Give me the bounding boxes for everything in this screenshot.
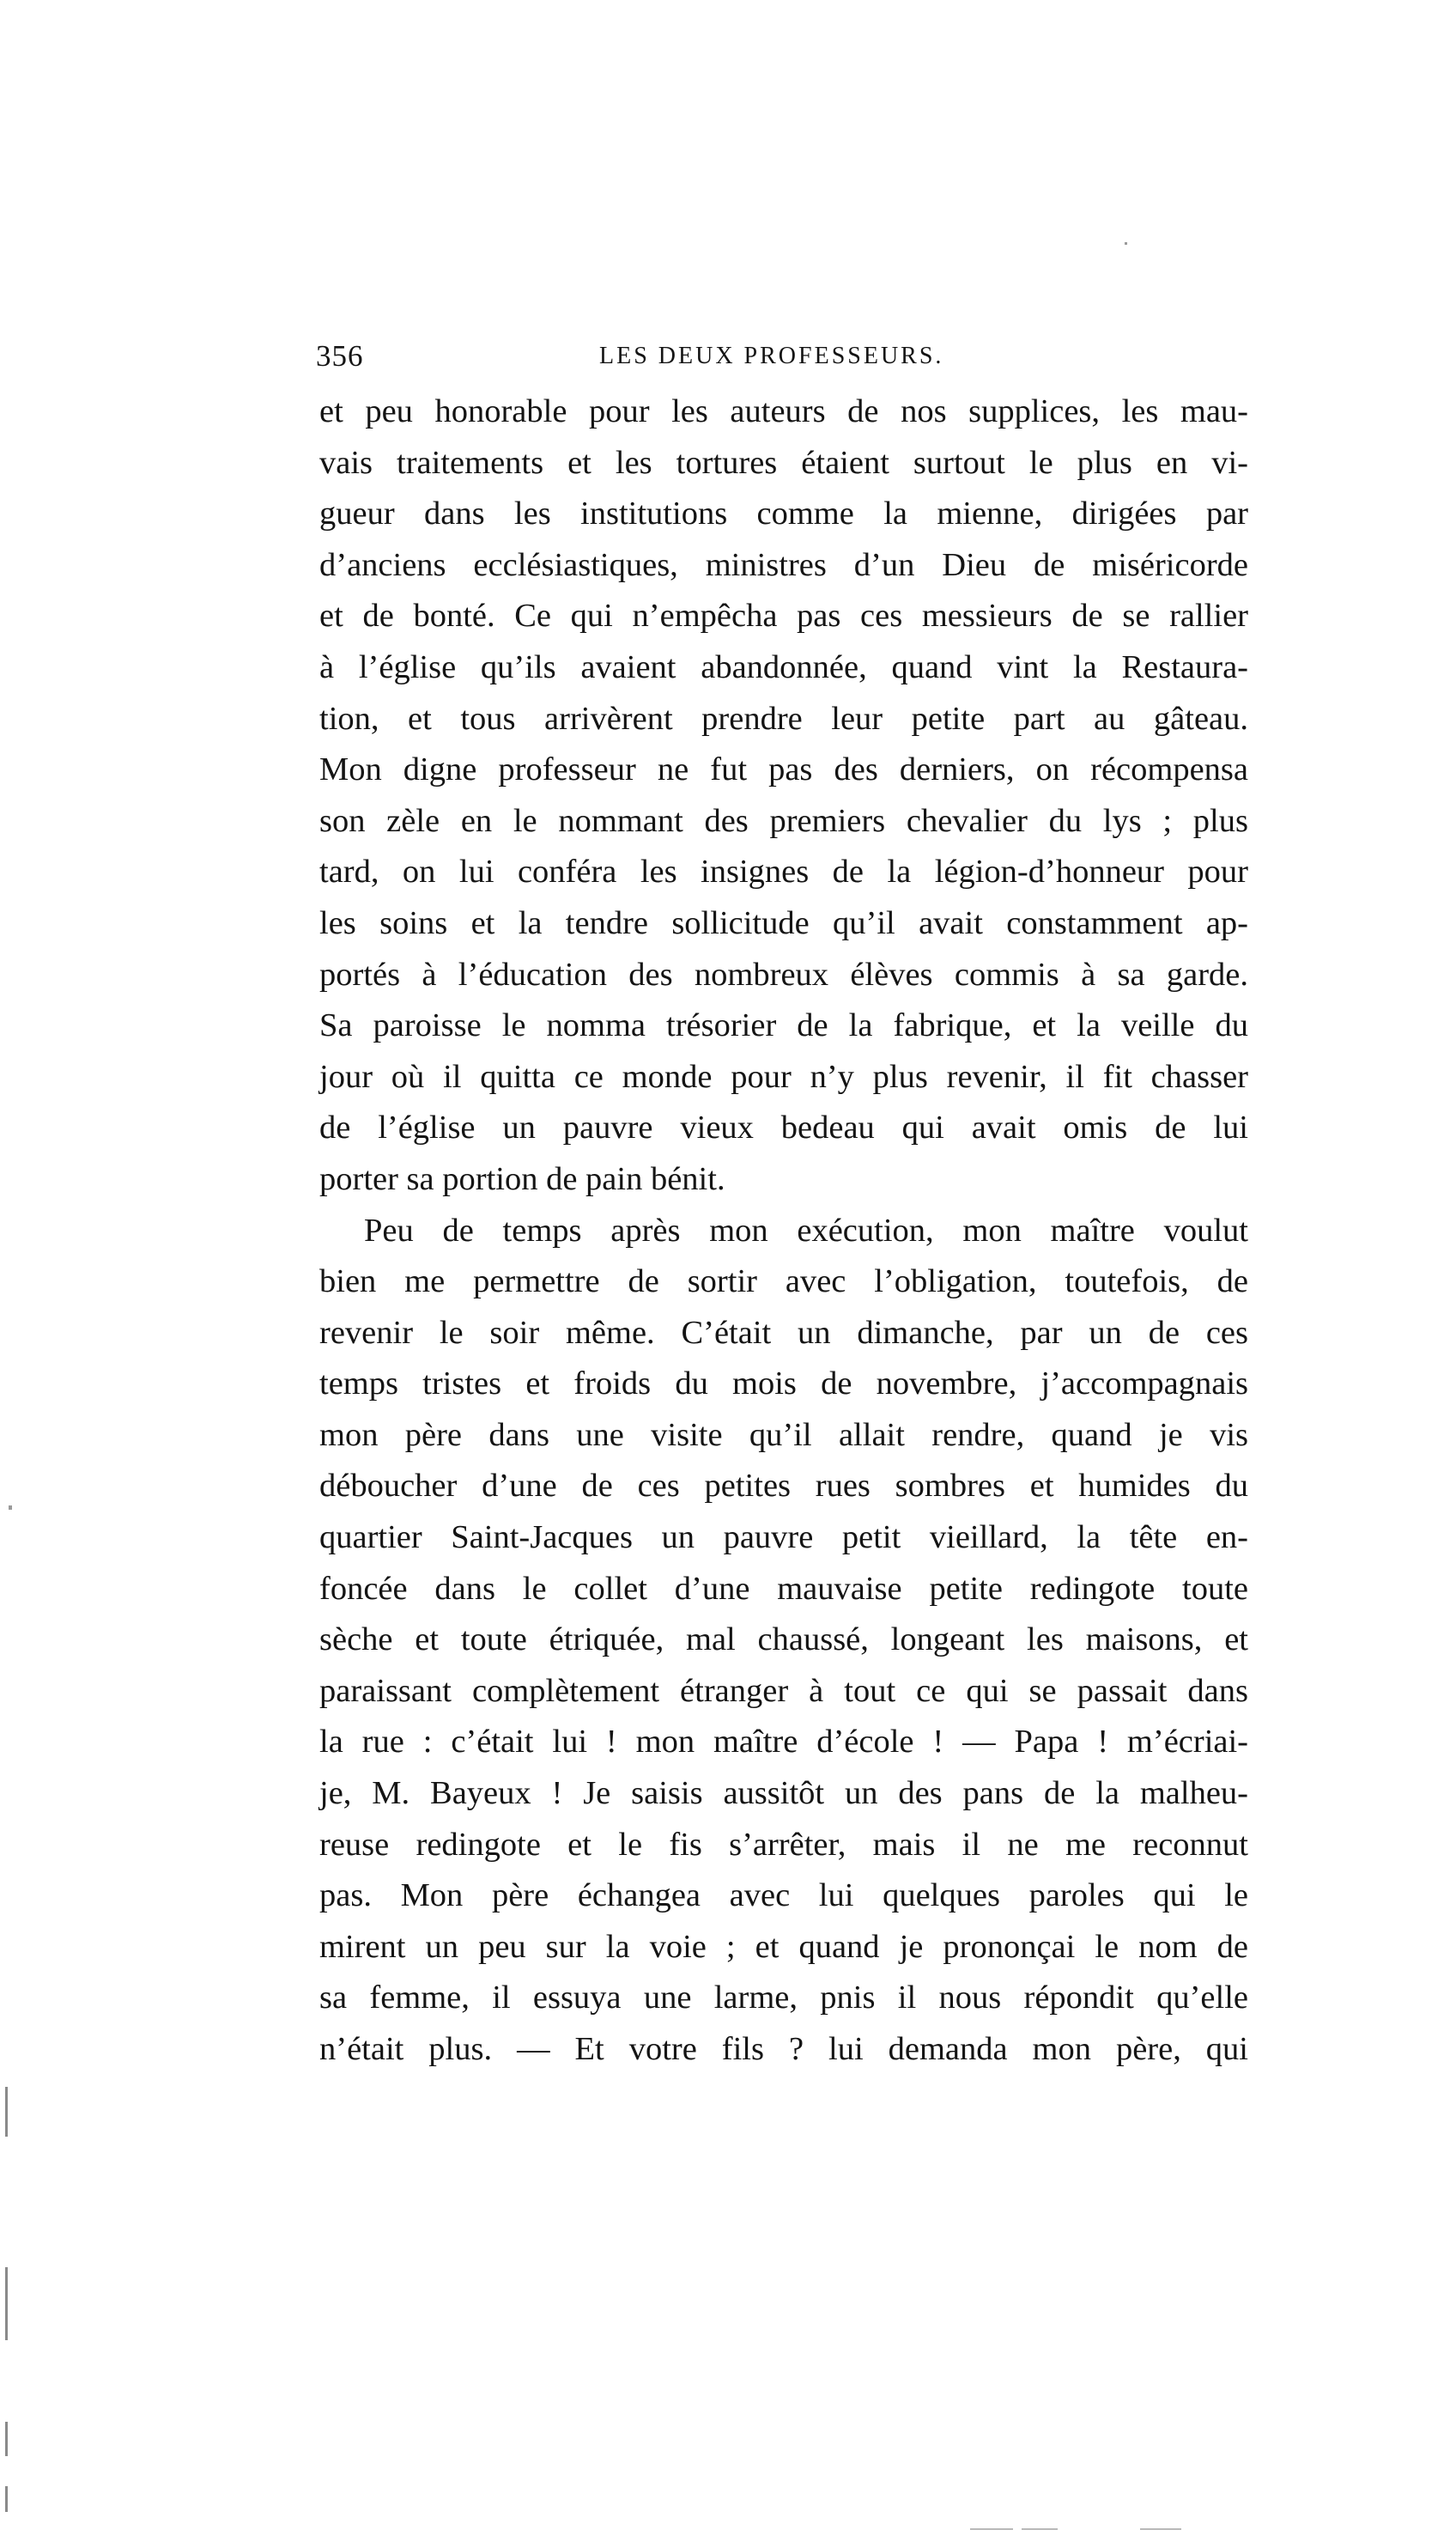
text-line: je, M. Bayeux ! Je saisis aussitôt un des pans de la malheu-: [319, 1775, 1248, 1812]
scan-edge-mark: [5, 2267, 8, 2340]
body-text: [319, 386, 1248, 2076]
text-line: paraissant complètement étranger à tout ce qui se passait dans: [319, 1672, 1248, 1709]
text-line: pas. Mon père échangea avec lui quelques paroles qui le: [319, 1877, 1248, 1914]
text-line: gueur dans les institutions comme la mienne, dirigées par: [319, 496, 1248, 532]
text-line: mon père dans une visite qu’il allait rendre, quand je vis: [319, 1416, 1248, 1453]
text-line: sa femme, il essuya une larme, pnis il nous répondit qu’elle: [319, 1979, 1248, 2016]
text-line: et peu honorable pour les auteurs de nos supplices, les mau-: [319, 393, 1248, 429]
text-line: son zèle en le nommant des premiers chevalier du lys ; plus: [319, 802, 1248, 839]
scan-speck: [9, 1505, 12, 1510]
text-line: d’anciens ecclésiastiques, ministres d’un Dieu de miséricorde: [319, 546, 1248, 583]
text-line: foncée dans le collet d’une mauvaise petite redingote toute: [319, 1570, 1248, 1607]
text-line: bien me permettre de sortir avec l’obligation, toutefois, de: [319, 1263, 1248, 1300]
scan-foot-dash: [1022, 2528, 1058, 2530]
running-header: [316, 339, 1243, 382]
text-line: sèche et toute étriquée, mal chaussé, longeant les maisons, et: [319, 1621, 1248, 1658]
text-line: déboucher d’une de ces petites rues sombres et humides du: [319, 1468, 1248, 1505]
text-line: n’était plus. — Et votre fils ? lui demanda mon père, qui: [319, 2031, 1248, 2067]
text-line: jour où il quitta ce monde pour n’y plus revenir, il fit chasser: [319, 1058, 1248, 1095]
running-title: LES DEUX PROFESSEURS.: [599, 343, 944, 369]
text-line: à l’église qu’ils avaient abandonnée, quand vint la Restaura-: [319, 648, 1248, 685]
text-line: tion, et tous arrivèrent prendre leur petite part au gâteau.: [319, 700, 1248, 737]
text-line: reuse redingote et le fis s’arrêter, mais il ne me reconnut: [319, 1826, 1248, 1863]
scan-speck: [1125, 242, 1127, 245]
text-line: portés à l’éducation des nombreux élèves commis à sa garde.: [319, 956, 1248, 993]
scan-edge-mark: [5, 2422, 8, 2456]
scan-edge-mark: [5, 2087, 8, 2137]
page-number: 356: [316, 339, 364, 373]
text-line: tard, on lui conféra les insignes de la légion-d’honneur pour: [319, 854, 1248, 891]
text-line: quartier Saint-Jacques un pauvre petit vieillard, la tête en-: [319, 1519, 1248, 1556]
text-line: la rue : c’était lui ! mon maître d’école ! — Papa ! m’écriai-: [319, 1724, 1248, 1761]
text-line: temps tristes et froids du mois de novembre, j’accompagnais: [319, 1365, 1248, 1402]
text-line: Peu de temps après mon exécution, mon maître voulut: [364, 1212, 1248, 1249]
text-line: de l’église un pauvre vieux bedeau qui avait omis de lui: [319, 1110, 1248, 1146]
scan-edge-mark: [5, 2486, 8, 2512]
text-line: mirent un peu sur la voie ; et quand je prononçai le nom de: [319, 1928, 1248, 1965]
text-line: les soins et la tendre sollicitude qu’il avait constamment ap-: [319, 904, 1248, 941]
text-line: Sa paroisse le nomma trésorier de la fabrique, et la veille du: [319, 1007, 1248, 1044]
scan-foot-dash: [970, 2528, 1013, 2530]
text-line: vais traitements et les tortures étaient surtout le plus en vi-: [319, 444, 1248, 481]
scan-foot-dash: [1140, 2528, 1181, 2530]
text-line: et de bonté. Ce qui n’empêcha pas ces messieurs de se rallier: [319, 598, 1248, 635]
text-line: revenir le soir même. C’était un dimanche, par un de ces: [319, 1314, 1248, 1351]
text-line: Mon digne professeur ne fut pas des derniers, on récompensa: [319, 751, 1248, 788]
text-line: porter sa portion de pain bénit.: [319, 1160, 725, 1197]
